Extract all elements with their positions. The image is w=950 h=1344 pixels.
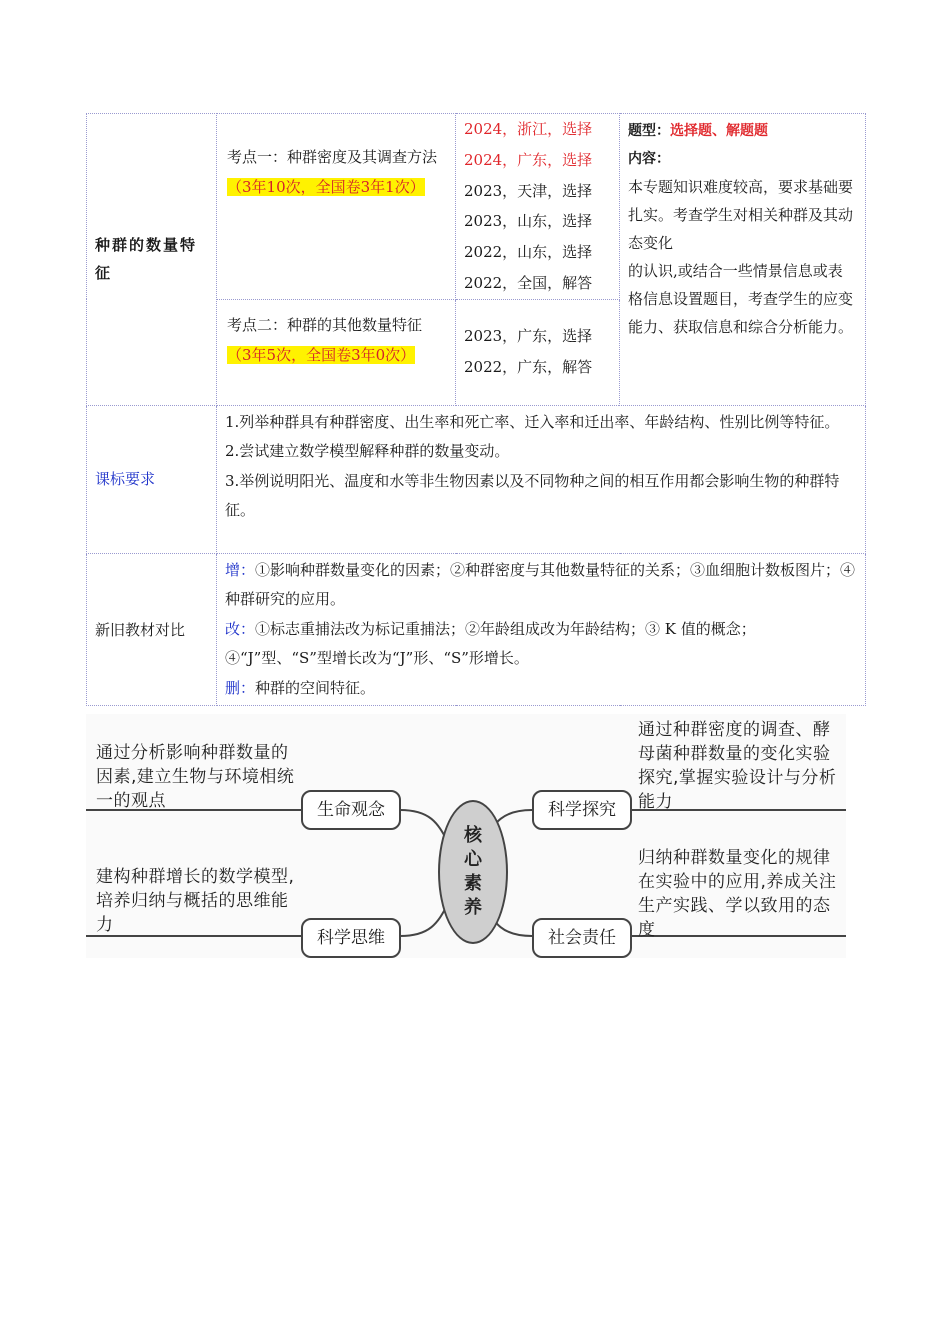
compare-added: 增：①影响种群数量变化的因素；②种群密度与其他数量特征的关系；③血细胞计数板图片；④种群研究的应用。 xyxy=(225,560,856,609)
row-label-textbook-compare: 新旧教材对比 xyxy=(87,553,217,706)
key-point-2-stat: （3年5次，全国卷3年0次） xyxy=(227,345,416,364)
content-label: 内容： xyxy=(628,151,670,167)
life-concept-text: 通过分析影响种群数量的因素,建立生物与环境相统一的观点 xyxy=(96,743,295,811)
key-point-1-exams xyxy=(456,114,620,300)
exam-entry: 2022，全国，解答 xyxy=(464,273,593,292)
key-point-1-title: 考点一：种群密度及其调查方法 xyxy=(227,148,438,166)
exam-entry: 2023，山东，选择 xyxy=(464,212,593,231)
content-body-2: 的认识,或结合一些情景信息或表格信息设置题目，考查学生的应变能力、获取信息和综合分析能力。 xyxy=(628,262,854,336)
compare-deleted: 删：种群的空间特征。 xyxy=(225,678,376,697)
exam-entry: 2024，广东，选择 xyxy=(464,150,593,169)
requirement-1: 1.列举种群具有种群密度、出生率和死亡率、迁入率和迁出率、年龄结构、性别比例等特征。 xyxy=(225,412,840,431)
node-science-thinking: 科学思维 xyxy=(301,918,401,958)
content-cell xyxy=(620,114,866,406)
node-life-concept: 生命观念 xyxy=(301,790,401,830)
key-point-2 xyxy=(217,299,456,405)
key-point-2-title: 考点二：种群的其他数量特征 xyxy=(227,315,423,334)
question-type-value: 选择题、解题题 xyxy=(670,123,768,139)
textbook-comparison xyxy=(217,553,866,706)
core-literacy-mindmap xyxy=(86,714,846,958)
exam-entry: 2023，广东，选择 xyxy=(464,327,593,346)
node-science-inquiry: 科学探究 xyxy=(532,790,632,830)
node-social-responsibility: 社会责任 xyxy=(532,918,632,958)
core-literacy-node: 核心素养 xyxy=(438,800,508,944)
key-point-2-exams xyxy=(456,299,620,405)
requirement-3: 3.举例说明阳光、温度和水等非生物因素以及不同物种之间的相互作用都会影响生物的种群特征。 xyxy=(225,471,840,520)
science-inquiry-text: 通过种群密度的调查、酵母菌种群数量的变化实验探究,掌握实验设计与分析能力 xyxy=(638,720,837,812)
row-label-curriculum: 课标要求 xyxy=(87,405,217,553)
exam-entry: 2022，山东，选择 xyxy=(464,243,593,262)
exam-entry: 2023，天津，选择 xyxy=(464,181,593,200)
requirement-2: 2.尝试建立数学模型解释种群的数量变动。 xyxy=(225,442,510,461)
curriculum-requirements xyxy=(217,405,866,553)
question-type-label: 题型： xyxy=(628,123,670,139)
science-thinking-text: 建构种群增长的数学模型,培养归纳与概括的思维能力 xyxy=(96,867,295,935)
key-point-1-stat: （3年10次，全国卷3年1次） xyxy=(227,178,425,196)
row-label-population-features: 种群的数量特征 xyxy=(87,114,217,406)
exam-entry: 2022，广东，解答 xyxy=(464,358,593,377)
exam-entry: 2024，浙江，选择 xyxy=(464,120,593,138)
compare-changed: 改：①标志重捕法改为标记重捕法；②年龄组成改为年龄结构；③ K 值的概念；④“J”型、“S”型增长改为“J”形、“S”形增长。 xyxy=(225,619,756,668)
social-responsibility-text: 归纳种群数量变化的规律在实验中的应用,养成关注生产实践、学以致用的态度 xyxy=(638,848,837,940)
exam-outline-table xyxy=(86,113,866,706)
content-body-1: 本专题知识难度较高，要求基础要扎实。考查学生对相关种群及其动态变化 xyxy=(628,178,854,252)
key-point-1 xyxy=(217,114,456,300)
